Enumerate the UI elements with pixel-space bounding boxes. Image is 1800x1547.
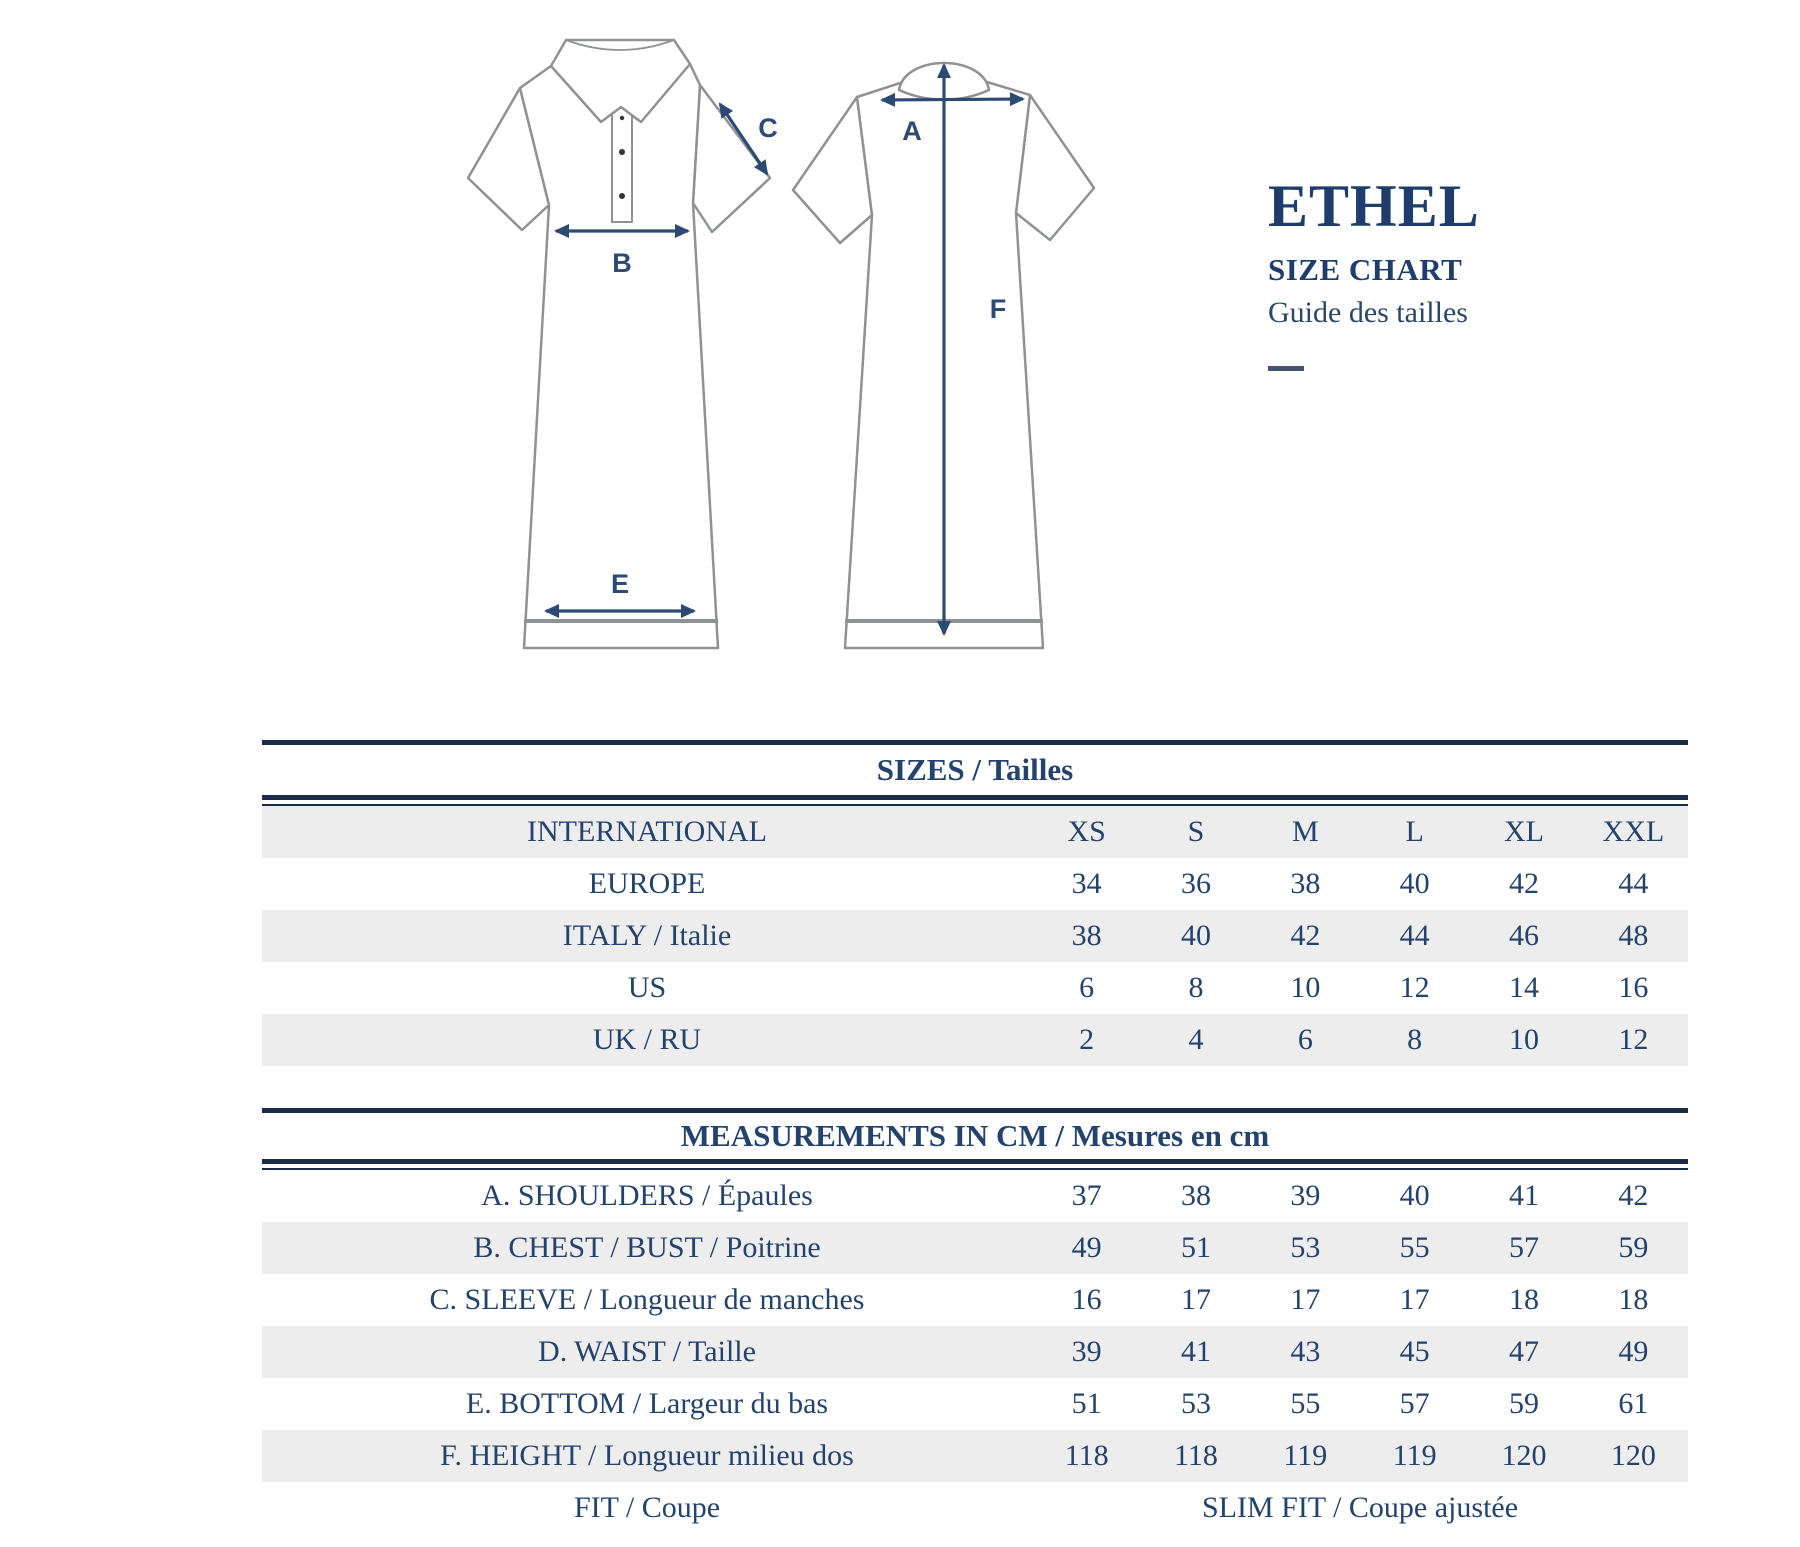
garment-diagram (410, 30, 1110, 660)
page-title: SIZE CHART (1268, 252, 1463, 287)
table-row (262, 1326, 1688, 1378)
placket-button (619, 149, 625, 155)
table-row (262, 1274, 1688, 1326)
row-label: E. BOTTOM / Largeur du bas (465, 1387, 829, 1420)
measure-label-a: A (902, 116, 922, 146)
cell-value: 55 (1290, 1387, 1321, 1420)
cell-value: 44 (1399, 919, 1430, 952)
cell-value: 17 (1399, 1283, 1430, 1316)
measurements-table (262, 1108, 1688, 1534)
placket-button (620, 116, 624, 120)
cell-value: 120 (1610, 1439, 1656, 1472)
cell-value: 47 (1508, 1335, 1539, 1368)
cell-value: 12 (1399, 971, 1430, 1004)
cell-value: 17 (1290, 1283, 1321, 1316)
row-label: ITALY / Italie (562, 919, 732, 952)
measure-label-c: C (758, 113, 778, 143)
cell-value: L (1405, 815, 1424, 848)
cell-value: 46 (1508, 919, 1539, 952)
cell-value: 119 (1283, 1439, 1328, 1472)
cell-value: 40 (1399, 867, 1430, 900)
page-subtitle-fr: Guide des tailles (1268, 296, 1468, 329)
cell-value: 55 (1399, 1231, 1430, 1264)
table-row (262, 858, 1688, 910)
row-label: US (627, 971, 667, 1004)
cell-value: XL (1503, 815, 1544, 848)
front-placket (612, 107, 632, 222)
row-label: INTERNATIONAL (527, 815, 767, 848)
cell-value: 38 (1290, 867, 1321, 900)
cell-value: 51 (1071, 1387, 1102, 1420)
cell-value: 10 (1290, 971, 1321, 1004)
fit-value: SLIM FIT / Coupe ajustée (1201, 1491, 1519, 1524)
cell-value: 49 (1618, 1335, 1649, 1368)
placket-button (619, 193, 625, 199)
cell-value: XXL (1602, 815, 1665, 848)
cell-value: 38 (1071, 919, 1102, 952)
cell-value: 57 (1508, 1231, 1539, 1264)
cell-value: 53 (1180, 1387, 1211, 1420)
cell-value: 53 (1290, 1231, 1321, 1264)
table-row (262, 806, 1688, 858)
cell-value: 2 (1079, 1023, 1095, 1056)
cell-value: 43 (1290, 1335, 1321, 1368)
cell-value: 6 (1079, 971, 1095, 1004)
cell-value: 42 (1618, 1179, 1649, 1212)
cell-value: 41 (1180, 1335, 1211, 1368)
table-row (262, 910, 1688, 962)
cell-value: 59 (1618, 1231, 1649, 1264)
table-row (262, 1014, 1688, 1066)
cell-value: 37 (1071, 1179, 1102, 1212)
title-block (1268, 173, 1688, 371)
cell-value: 12 (1618, 1023, 1649, 1056)
cell-value: 39 (1071, 1335, 1102, 1368)
row-label: A. SHOULDERS / Épaules (481, 1179, 813, 1212)
cell-value: 4 (1188, 1023, 1204, 1056)
cell-value: 10 (1508, 1023, 1539, 1056)
measurements-table-header: MEASUREMENTS IN CM / Mesures en cm (262, 1113, 1688, 1159)
cell-value: 42 (1508, 867, 1539, 900)
cell-value: 40 (1180, 919, 1211, 952)
row-label: F. HEIGHT / Longueur milieu dos (440, 1439, 854, 1472)
cell-value: 49 (1071, 1231, 1102, 1264)
cell-value: 59 (1508, 1387, 1539, 1420)
table-row (262, 1222, 1688, 1274)
measure-arrow-a (882, 99, 1023, 100)
cell-value: 18 (1508, 1283, 1539, 1316)
sizes-table-body (262, 806, 1688, 1066)
cell-value: 61 (1618, 1387, 1649, 1420)
cell-value: 120 (1501, 1439, 1547, 1472)
measure-label-b: B (612, 248, 632, 278)
row-label: UK / RU (592, 1023, 702, 1056)
cell-value: XS (1067, 815, 1106, 848)
table-row (262, 962, 1688, 1014)
cell-value: 39 (1290, 1179, 1321, 1212)
cell-value: 41 (1508, 1179, 1539, 1212)
cell-value: 34 (1071, 867, 1102, 900)
title-divider (1268, 366, 1304, 371)
row-label: FIT / Coupe (573, 1491, 721, 1524)
cell-value: 42 (1290, 919, 1321, 952)
cell-value: 14 (1508, 971, 1539, 1004)
table-row (262, 1430, 1688, 1482)
sizes-table (262, 740, 1688, 1066)
cell-value: 17 (1180, 1283, 1211, 1316)
measure-label-e: E (610, 569, 630, 599)
cell-value: 48 (1618, 919, 1649, 952)
cell-value: 38 (1180, 1179, 1211, 1212)
fit-row (262, 1482, 1688, 1534)
row-label: C. SLEEVE / Longueur de manches (429, 1283, 865, 1316)
cell-value: 45 (1399, 1335, 1430, 1368)
cell-value: 40 (1399, 1179, 1430, 1212)
measure-label-f: F (989, 294, 1007, 324)
product-name: ETHEL (1268, 173, 1480, 239)
cell-value: 18 (1618, 1283, 1649, 1316)
cell-value: 118 (1064, 1439, 1109, 1472)
cell-value: 36 (1180, 867, 1211, 900)
table-row (262, 1378, 1688, 1430)
row-label: EUROPE (588, 867, 706, 900)
front-view-drawing (468, 40, 770, 648)
cell-value: 119 (1392, 1439, 1437, 1472)
cell-value: 57 (1399, 1387, 1430, 1420)
cell-value: M (1291, 815, 1319, 848)
cell-value: S (1187, 815, 1205, 848)
cell-value: 16 (1618, 971, 1649, 1004)
table-row (262, 1170, 1688, 1222)
sizes-table-header: SIZES / Tailles (262, 745, 1688, 795)
cell-value: 8 (1407, 1023, 1423, 1056)
cell-value: 51 (1180, 1231, 1211, 1264)
cell-value: 8 (1188, 971, 1204, 1004)
cell-value: 16 (1071, 1283, 1102, 1316)
cell-value: 6 (1297, 1023, 1313, 1056)
row-label: D. WAIST / Taille (538, 1335, 756, 1368)
cell-value: 118 (1174, 1439, 1218, 1472)
row-label: B. CHEST / BUST / Poitrine (473, 1231, 821, 1264)
cell-value: 44 (1618, 867, 1649, 900)
measurements-table-body (262, 1170, 1688, 1482)
